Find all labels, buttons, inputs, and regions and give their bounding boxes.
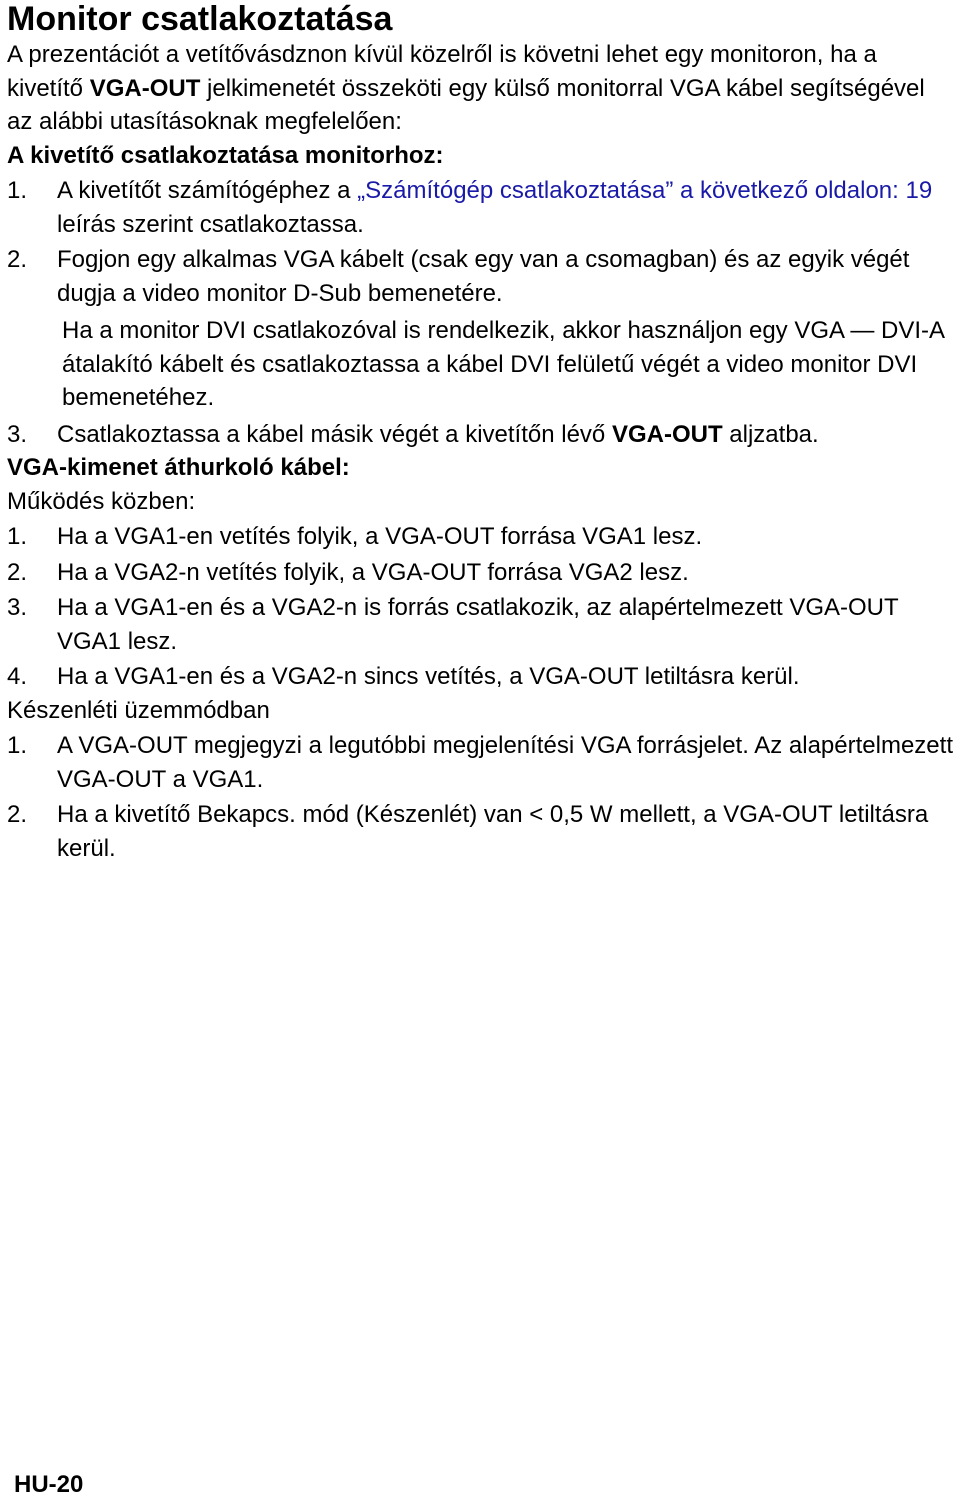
list-item-text: Ha a VGA1-en és a VGA2-n is forrás csatlakozik, az alapértelmezett VGA-OUT VGA1 lesz.: [57, 594, 899, 655]
list-item: [7, 798, 953, 865]
list-item-text: Ha a kivetítő Bekapcs. mód (Készenlét) van < 0,5 W mellett, a VGA-OUT letiltásra kerül.: [57, 801, 929, 862]
list-item: [7, 243, 953, 310]
list-item-text: Ha a VGA1-en és a VGA2-n sincs vetítés, a VGA-OUT letiltásra kerül.: [57, 663, 800, 690]
list-item: [7, 418, 953, 452]
list-item-number: 3.: [7, 594, 28, 621]
list-item-number: 1.: [7, 523, 28, 550]
list-item: [7, 520, 953, 554]
list-item-number: 2.: [7, 801, 28, 828]
list-item-number: 1.: [7, 177, 28, 204]
subheading-operation: Működés közben:: [7, 487, 196, 515]
list-item-text: Fogjon egy alkalmas VGA kábelt (csak egy van a csomagban) és az egyik végét dugja a video monitor D-Sub bemenetére.: [57, 246, 910, 307]
intro-bold-term: VGA-OUT: [89, 74, 201, 102]
list-item-text: A kivetítőt számítógéphez a „Számítógép csatlakoztatása” a következő oldalon: 19 leírás szerint csatlakoztassa.: [57, 177, 933, 238]
page-number: HU-20: [14, 1471, 84, 1498]
list-item-text: Ha a VGA2-n vetítés folyik, a VGA-OUT forrása VGA2 lesz.: [57, 558, 689, 586]
document-page: [7, 0, 953, 865]
intro-paragraph: [7, 38, 953, 139]
list-item: [7, 591, 953, 658]
list-item-number: 2.: [7, 246, 28, 273]
list-item-text: Csatlakoztassa a kábel másik végét a kivetítőn lévő VGA-OUT aljzatba.: [57, 420, 819, 448]
cross-reference-link[interactable]: „Számítógép csatlakoztatása” a következő oldalon: 19: [357, 177, 933, 204]
list-item: [7, 174, 953, 241]
list-item: [7, 660, 953, 694]
list-item-text: Ha a VGA1-en vetítés folyik, a VGA-OUT forrása VGA1 lesz.: [57, 523, 703, 550]
list-item-number: 3.: [7, 420, 28, 448]
list-item-text: A VGA-OUT megjegyzi a legutóbbi megjelenítési VGA forrásjelet. Az alapértelmezett VGA-OUT a VGA1.: [57, 732, 953, 793]
section-heading-loopthrough: VGA-kimenet áthurkoló kábel:: [7, 454, 350, 481]
page-title: Monitor csatlakoztatása: [7, 0, 393, 38]
section-heading-standby: Készenléti üzemmódban: [7, 696, 270, 724]
intro-text-2: jelkimenetét összeköti egy külső monitorral VGA kábel segítségével az alábbi utasításoknak megfelelően:: [7, 74, 925, 135]
intro-text-1: A prezentációt a vetítővásdznon kívül közelről is követni lehet egy monitoron, ha a kivetítő: [7, 41, 877, 102]
dvi-note: Ha a monitor DVI csatlakozóval is rendelkezik, akkor használjon egy VGA — DVI-A átalakító kábelt és csatlakoztassa a kábel DVI felületű végét a video monitor DVI bemenetéhez.: [62, 317, 944, 411]
list-item-number: 1.: [7, 732, 28, 759]
list-item-number: 4.: [7, 663, 28, 690]
section-heading-connect: A kivetítő csatlakoztatása monitorhoz:: [7, 141, 444, 169]
list-item: [7, 556, 953, 590]
list-item-number: 2.: [7, 558, 28, 586]
bold-term: VGA-OUT: [611, 420, 723, 448]
list-item: [7, 729, 953, 796]
